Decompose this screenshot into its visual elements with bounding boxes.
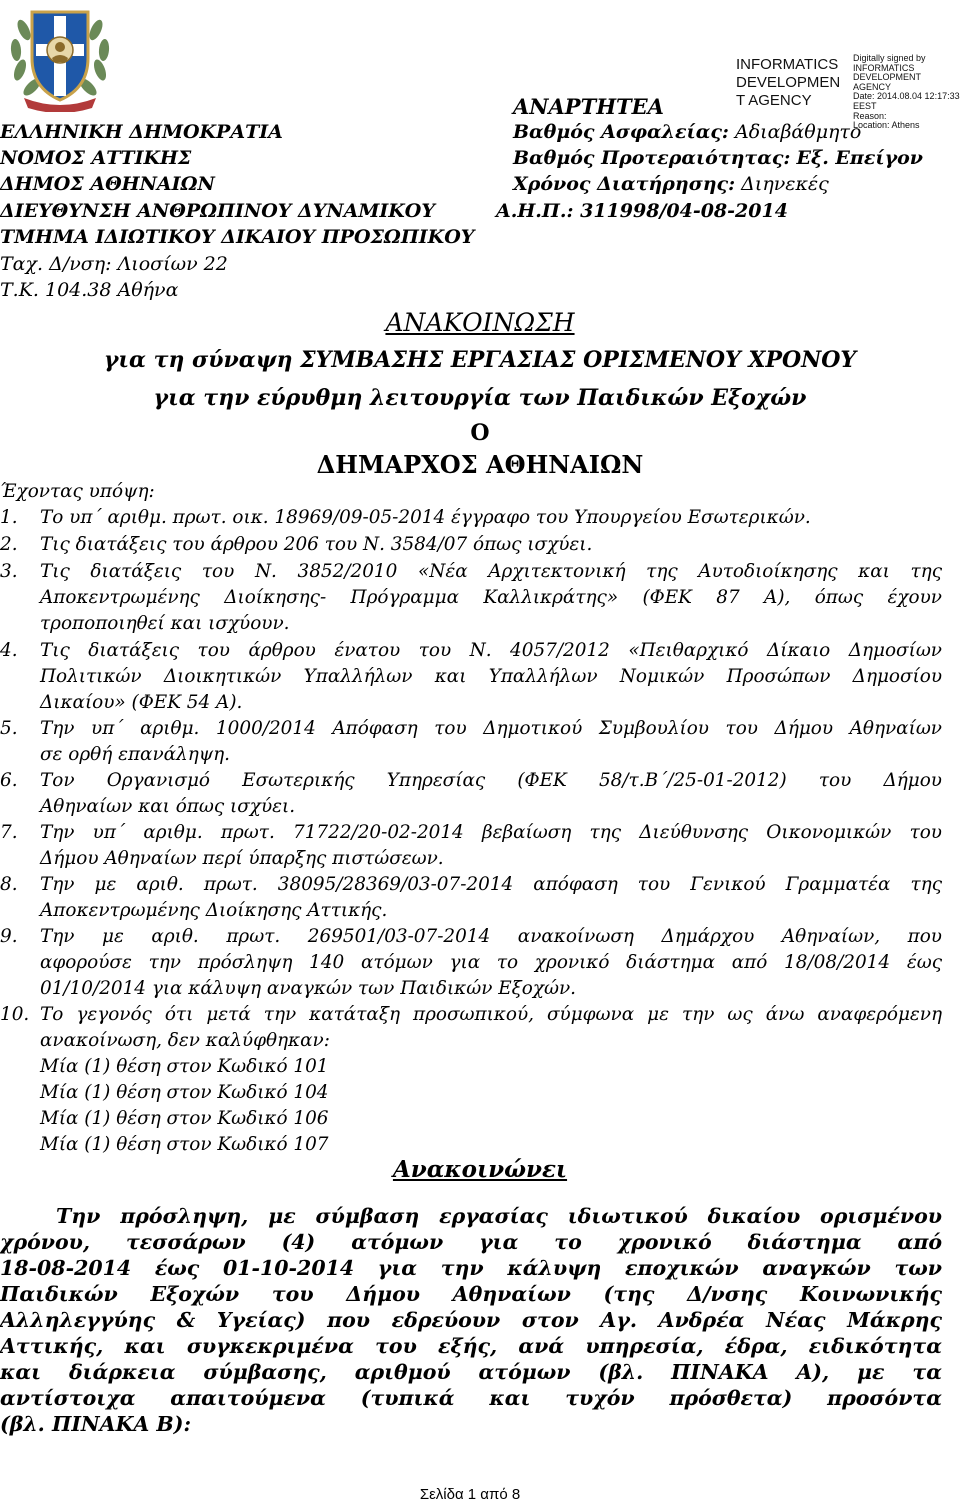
list-item-text: Δήμου Αθηναίων περί ύπαρξης πιστώσεων.: [40, 848, 444, 869]
signature-detail-line: DEVELOPMENT AGENCY: [853, 72, 921, 92]
greek-coat-of-arms-emblem: [2, 0, 118, 112]
priority-level-label: Βαθμός Προτεραιότητας:: [513, 147, 791, 169]
body-paragraph-line: 18-08-2014 έως 01-10-2014 για την κάλυψη εποχικών αναγκών των: [0, 1256, 942, 1280]
signature-detail-line: Digitally signed by: [853, 53, 926, 63]
announces-heading: Ανακοινώνει: [392, 1156, 568, 1183]
considering-heading: Έχοντας υπόψη:: [0, 481, 155, 502]
list-item-text: σε ορθή επανάληψη.: [40, 744, 231, 765]
header-prefecture: ΝΟΜΟΣ ΑΤΤΙΚΗΣ: [0, 147, 192, 169]
list-item-text: Τις διατάξεις του άρθρου 206 του Ν. 3584/07 όπως ισχύει.: [40, 534, 593, 555]
list-item-text: Τον Οργανισμό Εσωτερικής Υπηρεσίας (ΦΕΚ 58/τ.Β΄/25-01-2012) του Δήμου: [40, 770, 942, 791]
page-number: Σελίδα 1 από 8: [419, 1486, 521, 1503]
body-paragraph: [0, 1204, 942, 1436]
digital-signature-details: [853, 54, 960, 131]
list-item-text: Αθηναίων και όπως ισχύει.: [40, 796, 296, 817]
announcement-title: [0, 308, 960, 337]
signature-org-line: INFORMATICS: [736, 56, 839, 73]
body-paragraph-line: (βλ. ΠΙΝΑΚΑ Β):: [0, 1412, 192, 1436]
list-item-text: Την με αριθ. πρωτ. 38095/28369/03-07-2014 απόφαση του Γενικού Γραμματέα της: [40, 874, 942, 895]
retention-time: [513, 173, 829, 195]
body-paragraph-line: χρόνου, τεσσάρων (4) ατόμων για το χρονικό διάστημα από: [0, 1230, 942, 1254]
body-paragraph-line: Την πρόσληψη, με σύμβαση εργασίας ιδιωτικού δικαίου ορισμένου: [56, 1204, 942, 1228]
title-article: Ο: [470, 420, 490, 446]
list-item-text: Μία (1) θέση στον Κωδικό 104: [40, 1082, 329, 1103]
retention-time-label: Χρόνος Διατήρησης:: [513, 173, 736, 195]
list-item-number: 9.: [0, 926, 18, 947]
digital-signature-org: [736, 56, 840, 110]
list-item-text: τροποποιηθεί και ισχύουν.: [40, 613, 290, 634]
retention-time-value: Διηνεκές: [741, 173, 829, 195]
list-item-text: Το υπ΄ αριθμ. πρωτ. οικ. 18969/09-05-2014 έγγραφο του Υπουργείου Εσωτερικών.: [40, 507, 811, 528]
body-paragraph-line: Παιδικών Εξοχών του Δήμου Αθηναίων (της Δ/νσης Κοινωνικής: [0, 1282, 942, 1306]
header-country: ΕΛΛΗΝΙΚΗ ΔΗΜΟΚΡΑΤΙΑ: [0, 121, 283, 143]
list-item-text: Μία (1) θέση στον Κωδικό 101: [40, 1056, 329, 1077]
signature-detail-line: INFORMATICS: [853, 62, 915, 73]
list-item-text: Μία (1) θέση στον Κωδικό 106: [40, 1108, 329, 1129]
title-mayor: ΔΗΜΑΡΧΟΣ ΑΘΗΝΑΙΩΝ: [316, 450, 644, 479]
security-level-label: Βαθμός Ασφαλείας:: [513, 121, 729, 143]
list-item-text: Την με αριθ. πρωτ. 269501/03-07-2014 ανακοίνωση Δημάρχου Αθηναίων, που: [40, 926, 942, 947]
protocol-number-label: Α.Η.Π.: 311998/04-08-2014: [496, 200, 788, 222]
list-item-number: 2.: [0, 534, 18, 555]
list-item-number: 10.: [0, 1004, 30, 1025]
security-level-value: Αδιαβάθμητο: [735, 121, 862, 143]
list-item-number: 5.: [0, 718, 18, 739]
protocol-number: [496, 200, 788, 222]
signature-detail-line: Location: Athens: [853, 120, 920, 131]
security-level: [513, 121, 861, 143]
list-item-text: αφορούσε την πρόσληψη 140 ατόμων για το χρονικό διάστημα από 18/08/2014 έως: [40, 952, 942, 973]
list-item-text: Το γεγονός ότι μετά την κατάταξη προσωπικού, σύμφωνα με την ως άνω αναφερόμενη: [40, 1004, 942, 1025]
header-directorate: ΔΙΕΥΘΥΝΣΗ ΑΝΘΡΩΠΙΝΟΥ ΔΥΝΑΜΙΚΟΥ: [0, 200, 435, 222]
body-paragraph-line: Αττικής, και συγκεκριμένα του εξής, ανά υπηρεσία, έδρα, ειδικότητα: [0, 1334, 942, 1358]
list-item-text: Πολιτικών Διοικητικών Υπαλλήλων και Υπαλλήλων Νομικών Προσώπων Δημοσίου: [40, 666, 942, 687]
list-item-text: ανακοίνωση, δεν καλύφθηκαν:: [40, 1030, 330, 1051]
body-paragraph-line: και διάρκεια σύμβασης, αριθμού ατόμων (βλ. ΠΙΝΑΚΑ Α), με τα: [0, 1360, 942, 1384]
header-postal-code: Τ.Κ. 104.38 Αθήνα: [0, 279, 179, 301]
list-item-text: Τις διατάξεις του Ν. 3852/2010 «Νέα Αρχιτεκτονική της Αυτοδιοίκησης και της: [40, 561, 942, 582]
list-item-number: 7.: [0, 822, 18, 843]
priority-level: [513, 147, 923, 169]
list-item-number: 4.: [0, 640, 18, 661]
title-contract-line: για τη σύναψη ΣΥΜΒΑΣΗΣ ΕΡΓΑΣΙΑΣ ΟΡΙΣΜΕΝΟΥ ΧΡΟΝΟΥ: [103, 347, 857, 373]
list-item-text: Μία (1) θέση στον Κωδικό 107: [40, 1134, 329, 1155]
signature-org-line: DEVELOPMEN: [736, 74, 841, 91]
header-department: ΤΜΗΜΑ ΙΔΙΩΤΙΚΟΥ ΔΙΚΑΙΟΥ ΠΡΟΣΩΠΙΚΟΥ: [0, 226, 475, 248]
list-item-text: 01/10/2014 για κάλυψη αναγκών των Παιδικών Εξοχών.: [40, 978, 577, 999]
list-item-text: Την υπ΄ αριθμ. 1000/2014 Απόφαση του Δημοτικού Συμβουλίου του Δήμου Αθηναίων: [40, 718, 942, 739]
list-item-number: 1.: [0, 507, 18, 528]
list-item-number: 8.: [0, 874, 18, 895]
list-item-text: Αποκεντρωμένης Διοίκησης- Πρόγραμμα Καλλικράτης» (ΦΕΚ 87 Α), όπως έχουν: [40, 587, 942, 608]
signature-detail-line: EEST: [853, 100, 877, 111]
priority-level-value: Εξ. Επείγον: [796, 147, 923, 169]
body-paragraph-line: αντίστοιχα απαιτούμενα (τυπικά και τυχόν πρόσθετα) προσόντα: [0, 1386, 942, 1410]
signature-detail-line: Date: 2014.08.04 12:17:33: [853, 91, 960, 102]
announcement-title-text: ΑΝΑΚΟΙΝΩΣΗ: [385, 308, 575, 337]
list-item-number: 3.: [0, 561, 18, 582]
list-item-text: Δικαίου» (ΦΕΚ 54 Α).: [40, 692, 243, 713]
signature-org-line: T AGENCY: [736, 92, 812, 109]
title-purpose-line: για την εύρυθμη λειτουργία των Παιδικών Εξοχών: [153, 385, 807, 411]
list-item-text: Αποκεντρωμένης Διοίκησης Αττικής.: [40, 900, 388, 921]
list-item-text: Την υπ΄ αριθμ. πρωτ. 71722/20-02-2014 βεβαίωση της Διεύθυνσης Οικονομικών του: [40, 822, 942, 843]
signature-detail-line: Reason:: [853, 110, 887, 121]
list-item-text: Τις διατάξεις του άρθρου ένατου του Ν. 4057/2012 «Πειθαρχικό Δίκαιο Δημοσίων: [40, 640, 942, 661]
post-label: ΑΝΑΡΤΗΤΕΑ: [513, 94, 664, 119]
list-item-number: 6.: [0, 770, 18, 791]
header-municipality: ΔΗΜΟΣ ΑΘΗΝΑΙΩΝ: [0, 173, 215, 195]
header-address: Ταχ. Δ/νση: Λιοσίων 22: [0, 253, 228, 275]
body-paragraph-line: Αλληλεγγύης & Υγείας) που εδρεύουν στον Αγ. Ανδρέα Νέας Μάκρης: [0, 1308, 942, 1332]
